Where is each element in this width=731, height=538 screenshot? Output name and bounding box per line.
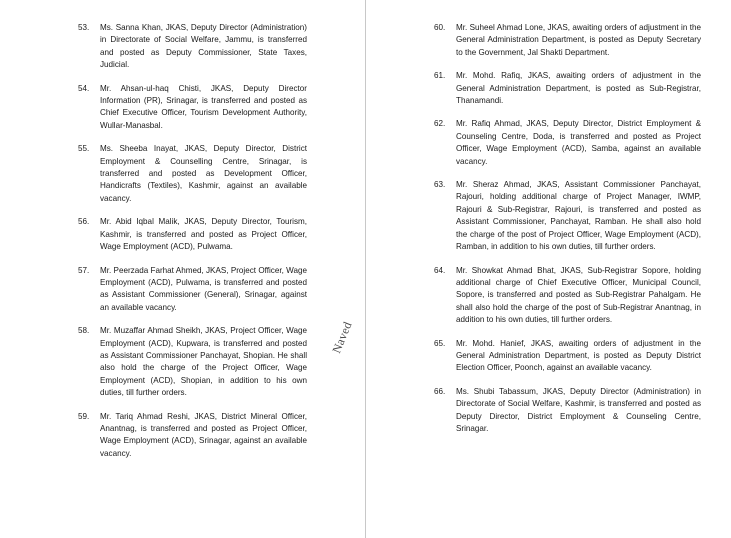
item-text: Mr. Ahsan-ul-haq Chisti, JKAS, Deputy Director Information (PR), Srinagar, is transferred and posted as Chief Executive Officer, Tourism Development Authority, Wullar-Manasbal. — [100, 83, 307, 130]
list-item — [434, 386, 701, 436]
item-number: 62. — [434, 119, 446, 129]
item-number: 58. — [78, 326, 90, 336]
item-text: Mr. Mohd. Hanief, JKAS, awaiting orders of adjustment in the General Administration Department, is posted as Deputy District Election Officer, Poonch, against an available vacancy. — [456, 338, 701, 373]
item-number: 64. — [434, 265, 446, 275]
page-gutter — [355, 0, 376, 538]
list-item — [78, 83, 307, 133]
item-number: 65. — [434, 338, 446, 348]
list-item — [434, 179, 701, 253]
list-item — [78, 325, 307, 399]
item-text: Mr. Sheraz Ahmad, JKAS, Assistant Commissioner Panchayat, Rajouri, holding additional charge of Project Manager, IWMP, Rajouri & Sub-Registrar, Rajouri, is transferred and posted as Assistant Commissioner, Panchayat, Ramban. He shall also hold the charge of the post of Project Officer, Wage Employment (ACD), Ramban, in addition to his own duties, till further orders. — [456, 180, 701, 252]
item-text: Mr. Peerzada Farhat Ahmed, JKAS, Project Officer, Wage Employment (ACD), Pulwama, is transferred and posted as Assistant Commissioner (General), Srinagar, against an available vacancy. — [100, 265, 307, 312]
list-item — [434, 118, 701, 168]
item-text: Mr. Abid Iqbal Malik, JKAS, Deputy Director, Tourism, Kashmir, is transferred and posted as Project Officer, Wage Employment (ACD), Pulwama. — [100, 217, 307, 252]
item-number: 53. — [78, 23, 90, 32]
page-divider-line — [365, 0, 366, 538]
list-item — [434, 265, 701, 327]
list-item — [78, 22, 307, 72]
item-text: Mr. Rafiq Ahmad, JKAS, Deputy Director, District Employment & Counseling Centre, Doda, is transferred and posted as Project Officer, Wage Employment (ACD), Samba, against an available vacancy. — [456, 119, 701, 166]
item-text: Ms. Shubi Tabassum, JKAS, Deputy Director (Administration) in Directorate of Social Welfare, Kashmir, is transferred and posted as Deputy Director, District Employment & Counseling Centre, Srinagar. — [456, 386, 701, 433]
item-number: 63. — [434, 180, 446, 190]
list-item — [434, 70, 701, 107]
list-item — [78, 216, 307, 253]
item-number: 54. — [78, 83, 90, 93]
item-text: Mr. Suheel Ahmad Lone, JKAS, awaiting orders of adjustment in the General Administration Department, is posted as Deputy Secretary to the Government, Jal Shakti Department. — [456, 23, 701, 57]
right-column — [329, 0, 731, 538]
left-column — [0, 0, 355, 538]
list-item — [434, 22, 701, 59]
item-number: 55. — [78, 144, 90, 154]
item-number: 57. — [78, 265, 90, 275]
handwritten-signature-right: Naved — [329, 319, 355, 356]
item-number: 59. — [78, 411, 90, 421]
item-text: Mr. Tariq Ahmad Reshi, JKAS, District Mineral Officer, Anantnag, is transferred and posted as Project Officer, Wage Employment (ACD), Srinagar, against an available vacancy. — [100, 411, 307, 458]
item-number: 60. — [434, 23, 446, 32]
item-text: Mr. Muzaffar Ahmad Sheikh, JKAS, Project Officer, Wage Employment (ACD), Kupwara, is transferred and posted as Assistant Commissioner Panchayat, Shopian. He shall also hold the charge of the Project Officer, Wage Employment (ACD), Shopian, in addition to his own duties, till further orders. — [100, 326, 307, 398]
item-text: Ms. Sheeba Inayat, JKAS, Deputy Director, District Employment & Counselling Centre, Srinagar, is transferred and posted as Development Officer, Handicrafts (Textiles), Kashmir, against an available vacancy. — [100, 144, 307, 203]
item-text: Ms. Sanna Khan, JKAS, Deputy Director (Administration) in Directorate of Social Welfare, Jammu, is transferred and posted as Deputy Commissioner, State Taxes, Judicial. — [100, 23, 307, 70]
item-number: 61. — [434, 71, 446, 81]
item-number: 56. — [78, 217, 90, 227]
item-number: 66. — [434, 386, 446, 396]
list-item — [78, 265, 307, 315]
list-item — [434, 338, 701, 375]
item-text: Mr. Showkat Ahmad Bhat, JKAS, Sub-Registrar Sopore, holding additional charge of Chief Executive Officer, Municipal Council, Sopore, is transferred and posted as Sub-Registrar Pahalgam. He shall also hold the charge of the post of Sub-Registrar Anantnag, in addition to his own duties, till further orders. — [456, 265, 701, 325]
item-text: Mr. Mohd. Rafiq, JKAS, awaiting orders of adjustment in the General Administration Department, is posted as Sub-Registrar, Thanamandi. — [456, 71, 701, 106]
list-item — [78, 143, 307, 205]
list-item — [78, 411, 307, 461]
